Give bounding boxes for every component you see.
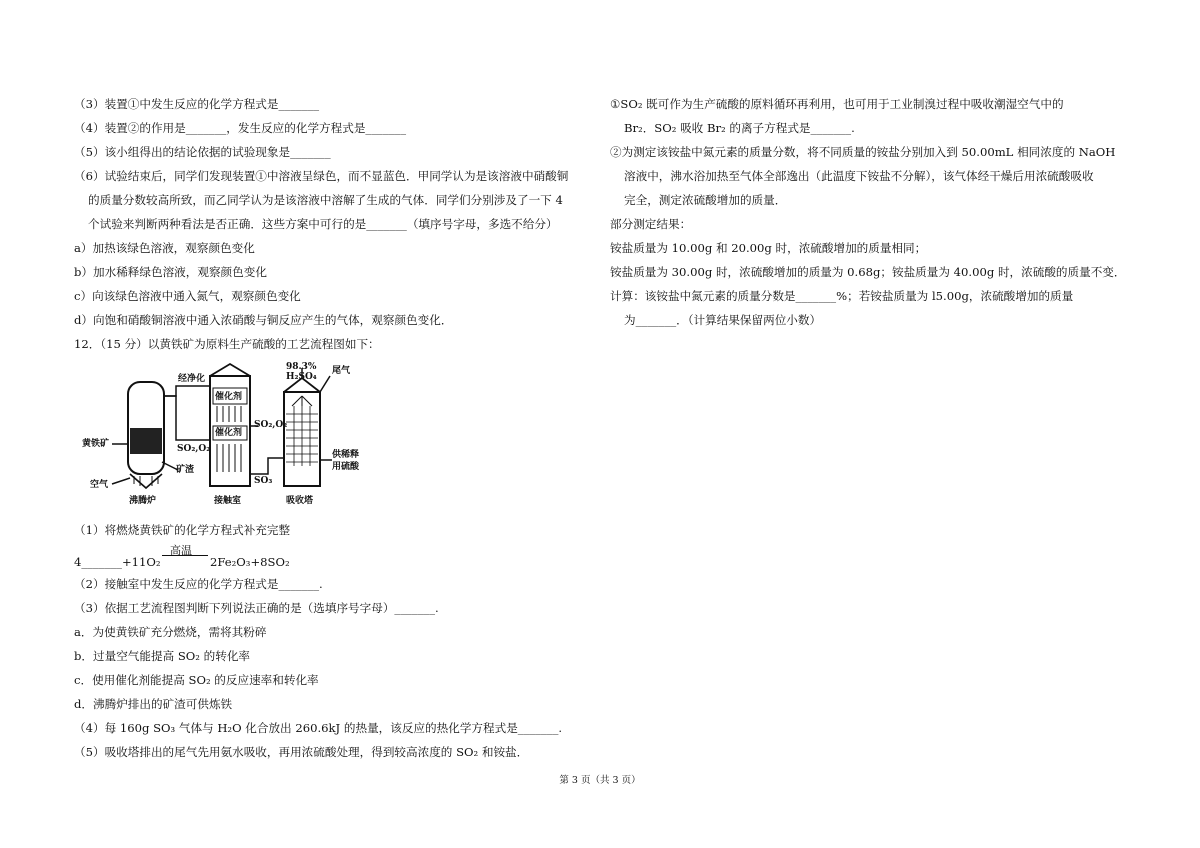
- label-furnace: 沸腾炉: [129, 496, 157, 506]
- equation: [74, 542, 594, 572]
- question-line: 为_______．（计算结果保留两位小数）: [624, 313, 822, 327]
- label-so3: SO₃: [254, 476, 273, 486]
- label-contact: 接触室: [214, 496, 242, 506]
- label-catalyst-2: 催化剂: [215, 428, 243, 438]
- question-line: 的质量分数较高所致，而乙同学认为是该溶液中溶解了生成的气体．同学们分别涉及了一下 4: [88, 193, 563, 207]
- option-line: b．过量空气能提高 SO₂ 的转化率: [74, 649, 251, 663]
- question-line: 部分测定结果：: [610, 217, 692, 231]
- option-line: d）向饱和硝酸铜溶液中通入浓硝酸与铜反应产生的气体，观察颜色变化．: [74, 313, 453, 327]
- page-footer: 第 3 页（共 3 页）: [559, 775, 641, 786]
- question-heading: 12．（15 分）以黄铁矿为原料生产硫酸的工艺流程图如下：: [74, 337, 380, 351]
- label-acid-conc: 98.3%: [286, 362, 317, 372]
- label-absorber: 吸收塔: [286, 496, 314, 506]
- label-tail-gas: 尾气: [332, 366, 351, 376]
- question-line: Br₂．SO₂ 吸收 Br₂ 的离子方程式是_______.: [624, 121, 855, 135]
- question-line: 铵盐质量为 30.00g 时，浓硫酸增加的质量为 0.68g；铵盐质量为 40.00g 时，浓硫酸的质量不变．: [610, 265, 1126, 279]
- question-line: ②为测定该铵盐中氮元素的质量分数，将不同质量的铵盐分别加入到 50.00mL 相同浓度的 NaOH: [610, 145, 1116, 159]
- label-acid-formula: H₂SO₄: [286, 372, 317, 382]
- option-line: c．使用催化剂能提高 SO₂ 的反应速率和转化率: [74, 673, 319, 687]
- equation-right: 2Fe₂O₃+8SO₂: [210, 555, 290, 569]
- question-line: （4）每 160g SO₃ 气体与 H₂O 化合放出 260.6kJ 的热量，该反应的热化学方程式是_______.: [74, 721, 563, 735]
- question-line: 铵盐质量为 10.00g 和 20.00g 时，浓硫酸增加的质量相同；: [610, 241, 927, 255]
- label-so2o2-a: SO₂,O₂: [177, 444, 211, 454]
- label-dilute-2: 用硫酸: [332, 462, 360, 472]
- label-purify: 经净化: [178, 374, 206, 384]
- equation-condition: 高温: [170, 544, 192, 557]
- question-line: （5）吸收塔排出的尾气先用氨水吸收，再用浓硫酸处理，得到较高浓度的 SO₂ 和铵盐．: [74, 745, 529, 759]
- label-pyrite: 黄铁矿: [82, 439, 110, 449]
- question-line: （3）依据工艺流程图判断下列说法正确的是（选填序号字母）_______.: [74, 601, 439, 615]
- option-line: a．为使黄铁矿充分燃烧，需将其粉碎: [74, 625, 267, 639]
- option-line: a）加热该绿色溶液，观察颜色变化: [74, 241, 255, 255]
- process-flow-diagram: [82, 362, 372, 510]
- question-line: 个试验来判断两种看法是否正确．这些方案中可行的是_______（填序号字母，多选不给分）: [88, 217, 558, 231]
- equation-left: 4_______+11O₂: [74, 555, 161, 569]
- label-so2o2-b: SO₂,O₂: [254, 420, 288, 430]
- option-line: d．沸腾炉排出的矿渣可供炼铁: [74, 697, 233, 711]
- label-catalyst-1: 催化剂: [215, 392, 243, 402]
- question-line: （1）将燃烧黄铁矿的化学方程式补充完整: [74, 523, 291, 537]
- equation-arrow: [162, 555, 208, 556]
- question-line: （3）装置①中发生反应的化学方程式是_______: [74, 97, 320, 111]
- question-line: （5）该小组得出的结论依据的试验现象是_______: [74, 145, 331, 159]
- question-line: （4）装置②的作用是_______，发生反应的化学方程式是_______: [74, 121, 407, 135]
- question-line: 计算：该铵盐中氮元素的质量分数是_______%；若铵盐质量为 l5.00g，浓硫酸增加的质量: [610, 289, 1074, 303]
- question-line: （2）接触室中发生反应的化学方程式是_______.: [74, 577, 323, 591]
- right-column: [610, 92, 1135, 332]
- question-line: 溶液中，沸水浴加热至气体全部逸出（此温度下铵盐不分解），该气体经干燥后用浓硫酸吸收: [624, 169, 1094, 183]
- left-column: [74, 92, 594, 764]
- label-slag: 矿渣: [176, 465, 195, 475]
- question-line: ①SO₂ 既可作为生产硫酸的原料循环再利用，也可用于工业制溴过程中吸收潮湿空气中的: [610, 97, 1064, 111]
- label-dilute: 供稀释: [332, 450, 360, 460]
- label-air: 空气: [90, 480, 109, 490]
- question-line: （6）试验结束后，同学们发现装置①中溶液呈绿色，而不显蓝色．甲同学认为是该溶液中硝酸铜: [74, 169, 569, 183]
- question-line: 完全，测定浓硫酸增加的质量．: [624, 193, 787, 207]
- option-line: c）向该绿色溶液中通入氮气，观察颜色变化: [74, 289, 301, 303]
- option-line: b）加水稀释绿色溶液，观察颜色变化: [74, 265, 267, 279]
